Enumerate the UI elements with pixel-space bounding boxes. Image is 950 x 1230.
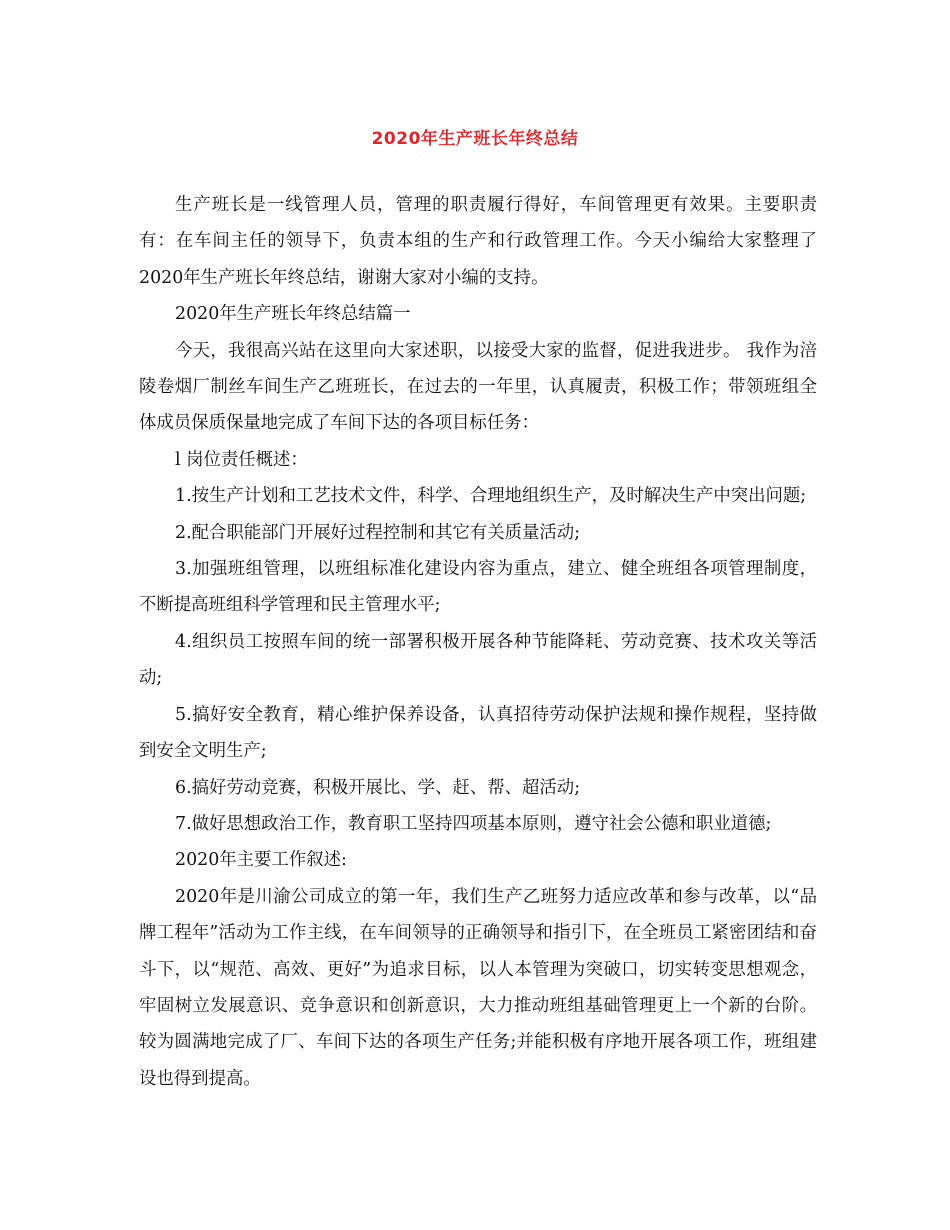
list-item-duty-3: 3.加强班组管理，以班组标准化建设内容为重点，建立、健全班组各项管理制度，不断提高班组科学管理和民主管理水平; (139, 559, 817, 616)
section-heading-duties: l 岗位责任概述： (175, 449, 308, 470)
section-heading-part-one: 2020年生产班长年终总结篇一 (175, 304, 411, 325)
list-item-duty-1: 1.按生产计划和工艺技术文件，科学、合理地组织生产，及时解决生产中突出问题; (175, 486, 807, 507)
list-item-duty-4: 4.组织员工按照车间的统一部署积极开展各种节能降耗、劳动竞赛、技术攻关等活动; (139, 631, 817, 689)
list-item-duty-7: 7.做好思想政治工作，教育职工坚持四项基本原则，遵守社会公德和职业道德; (175, 813, 772, 834)
list-item-duty-6: 6.搞好劳动竞赛，积极开展比、学、赶、帮、超活动; (175, 777, 581, 798)
paragraph-intro: 生产班长是一线管理人员，管理的职责履行得好，车间管理更有效果。主要职责有：在车间主任的领导下，负责本组的生产和行政管理工作。今天小编给大家整理了2020年生产班长年终总结，谢谢大家对小编的支持。 (139, 195, 817, 288)
list-item-duty-5: 5.搞好安全教育，精心维护保养设备，认真招待劳动保护法规和操作规程，坚持做到安全文明生产; (139, 704, 817, 762)
section-heading-main-work: 2020年主要工作叙述: (175, 850, 347, 871)
document-body (139, 187, 817, 1097)
list-item-duty-2: 2.配合职能部门开展好过程控制和其它有关质量活动; (175, 522, 581, 543)
document-title: 2020年生产班长年终总结 (371, 129, 579, 149)
paragraph-opening-statement: 今天，我很高兴站在这里向大家述职，以接受大家的监督，促进我进步。 我作为涪陵卷烟厂制丝车间生产乙班班长，在过去的一年里，认真履责，积极工作；带领班组全体成员保质保量地完成了车间下达的各项目标任务： (139, 340, 817, 434)
paragraph-main-work: 2020年是川渝公司成立的第一年，我们生产乙班努力适应改革和参与改革，以“品牌工程年”活动为工作主线，在车间领导的正确领导和指引下，在全班员工紧密团结和奋斗下，以“规范、高效、更好”为追求目标，以人本管理为突破口，切实转变思想观念，牢固树立发展意识、竞争意识和创新意识，大力推动班组基础管理更上一个新的台阶。较为圆满地完成了厂、车间下达的各项生产任务;并能积极有序地开展各项工作，班组建设也得到提高。 (139, 886, 817, 1089)
